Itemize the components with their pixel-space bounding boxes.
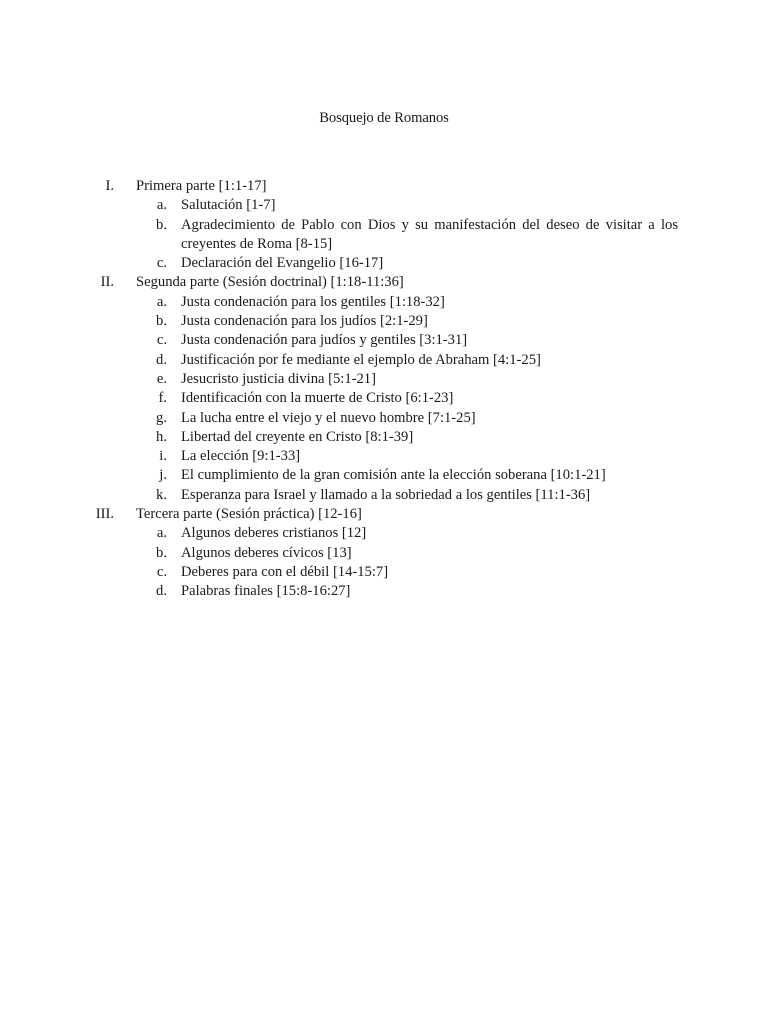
- item-text: El cumplimiento de la gran comisión ante la elección soberana [10:1-21]: [181, 467, 606, 484]
- item-text: Jesucristo justicia divina [5:1-21]: [181, 370, 376, 387]
- outline-item: [0, 254, 768, 273]
- item-text: Palabras finales [15:8-16:27]: [181, 583, 351, 600]
- item-letter: h.: [156, 428, 167, 445]
- item-text: Identificación con la muerte de Cristo [6:1-23]: [181, 390, 454, 407]
- document-title: Bosquejo de Romanos: [319, 110, 449, 126]
- item-letter: b.: [156, 544, 167, 561]
- outline-item: [0, 370, 768, 389]
- outline-section-2: [0, 273, 768, 505]
- item-text: Justa condenación para los judíos [2:1-29]: [181, 313, 428, 330]
- outline-item: [0, 196, 768, 215]
- outline-section-3: [0, 505, 768, 601]
- section-heading: [0, 505, 768, 524]
- item-letter: f.: [158, 390, 167, 407]
- item-text: Declaración del Evangelio [16-17]: [181, 255, 384, 272]
- item-letter: j.: [159, 467, 167, 484]
- outline-item: [0, 331, 768, 350]
- outline-section-1: [0, 177, 768, 273]
- item-text: La lucha entre el viejo y el nuevo hombre [7:1-25]: [181, 409, 476, 426]
- item-text: Libertad del creyente en Cristo [8:1-39]: [181, 428, 414, 445]
- section-heading: [0, 273, 768, 292]
- item-text: Algunos deberes cívicos [13]: [181, 544, 352, 561]
- item-text: Justa condenación para judíos y gentiles [3:1-31]: [181, 332, 468, 349]
- outline-item: [0, 466, 768, 485]
- section-title: Tercera parte (Sesión práctica) [12-16]: [136, 506, 362, 523]
- outline-item: [0, 486, 768, 505]
- item-text: Justificación por fe mediante el ejemplo de Abraham [4:1-25]: [181, 351, 541, 368]
- item-text: Algunos deberes cristianos [12]: [181, 525, 367, 542]
- item-letter: c.: [156, 563, 167, 580]
- outline-item: [0, 447, 768, 466]
- item-text: Esperanza para Israel y llamado a la sobriedad a los gentiles [11:1-36]: [181, 486, 591, 503]
- section-title: Segunda parte (Sesión doctrinal) [1:18-11:36]: [136, 274, 404, 291]
- outline-item: [0, 216, 768, 255]
- item-text: Deberes para con el débil [14-15:7]: [181, 563, 389, 580]
- outline-item: [0, 389, 768, 408]
- item-letter: e.: [156, 370, 167, 387]
- section-numeral: I.: [105, 178, 114, 194]
- outline-list: [0, 177, 768, 602]
- item-letter: b.: [156, 216, 167, 233]
- item-letter: d.: [156, 583, 167, 600]
- outline-item: [0, 563, 768, 582]
- outline-item: [0, 409, 768, 428]
- item-text: La elección [9:1-33]: [181, 448, 301, 465]
- item-letter: i.: [159, 448, 167, 465]
- item-letter: c.: [156, 255, 167, 272]
- section-numeral: III.: [95, 506, 114, 523]
- section-numeral: II.: [100, 274, 114, 291]
- section-heading: [0, 177, 768, 196]
- item-letter: a.: [156, 293, 167, 310]
- item-letter: b.: [156, 313, 167, 330]
- outline-item: [0, 524, 768, 543]
- section-title: Primera parte [1:1-17]: [136, 178, 267, 194]
- item-text: Justa condenación para los gentiles [1:18-32]: [181, 293, 445, 310]
- item-letter: g.: [156, 409, 167, 426]
- item-letter: k.: [156, 486, 167, 503]
- item-letter: d.: [156, 351, 167, 368]
- item-text: Salutación [1-7]: [181, 197, 276, 214]
- item-letter: c.: [156, 332, 167, 349]
- outline-item: [0, 544, 768, 563]
- item-letter: a.: [156, 525, 167, 542]
- outline-item: [0, 351, 768, 370]
- item-text: Agradecimiento de Pablo con Dios y su manifestación del deseo de visitar a los creyentes de Roma [8-15]: [181, 216, 678, 252]
- outline-item: [0, 428, 768, 447]
- outline-item: [0, 582, 768, 601]
- item-letter: a.: [156, 197, 167, 214]
- outline-item: [0, 293, 768, 312]
- outline-item: [0, 312, 768, 331]
